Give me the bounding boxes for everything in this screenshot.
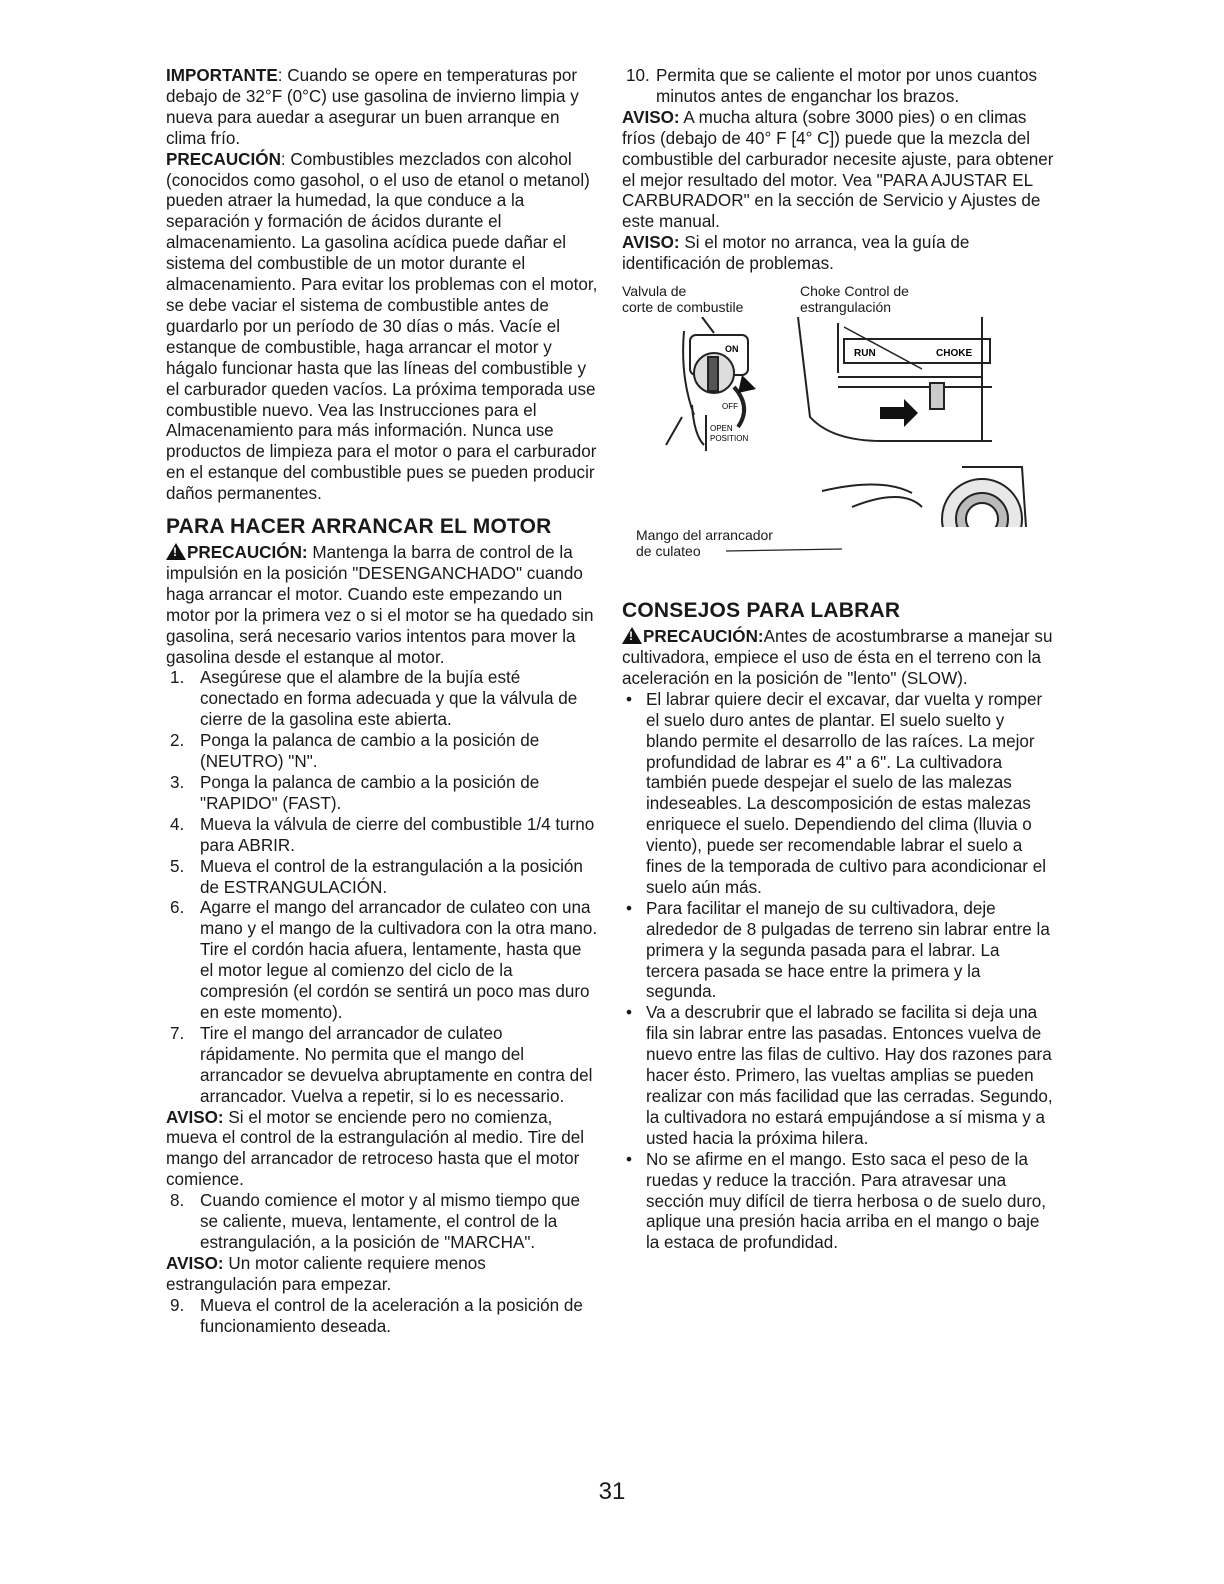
aviso-paragraph-3 [622,108,1054,233]
step-number: 4. [170,814,185,834]
right-column [622,66,1054,1254]
bullet-dot-icon: • [626,1003,632,1023]
run-mark: RUN [854,348,876,360]
step-number: 5. [170,856,185,876]
step-text: Asegúrese que el alambre de la bujía esté conectado en forma adecuada y que la válvula de cierre de la gasolina este abierta. [200,668,578,730]
tip-text: Para facilitar el manejo de su cultivadora, deje alrededor de 8 pulgadas de terreno sin labrar entre la primera y la segunda pasada para el labrar. La tercera pasada se hace entre la primera y la segunda. [646,898,1050,1002]
bullet-dot-icon: • [626,898,632,918]
on-mark: ON [725,344,739,355]
fuel-valve-label: Valvula de corte de combustile [622,283,744,316]
start-caution-paragraph [166,541,598,668]
step-number: 9. [170,1295,185,1315]
step-number: 2. [170,731,185,751]
tip-bullet-2 [622,899,1054,1004]
precaucion-label: PRECAUCIÓN [166,149,281,169]
tilling-caution-text: Antes de acostumbrarse a manejar su cultivadora, empiece el uso de ésta en el terreno con la aceleración en la posición de "lento" (SLOW). [622,627,1053,688]
aviso-text: Un motor caliente requiere menos estrangulación para empezar. [166,1253,486,1294]
precaucion-text: : Combustibles mezclados con alcohol (conocidos como gasohol, o el uso de etanol o metanol) pueden atraer la humedad, la que conduce a la separación y formación de ácidos durante el almacenamiento. La gasolina acídica puede dañar el sistema del combustible de un motor durante el almacenamiento. Para evitar los problemas con el motor, se debe vaciar el sistema de combustible antes de guardarlo por un período de 30 días o más. Vacíe el estanque de combustible, haga arrancar el motor y hágalo funcionar hasta que las líneas del combustible y el carburador queden vacíos. La próxima temporada use combustible nuevo. Vea las Instrucciones para el Almacenamiento para más información. Nunca use productos de limpieza para el motor o para el carburador en el estanque del combustible pues se pueden producir daños permanentes. [166,149,598,504]
importante-paragraph [166,66,598,150]
tilling-caution-label: PRECAUCIÓN: [643,627,764,647]
importante-label: IMPORTANTE [166,66,278,85]
warning-triangle-icon [166,543,186,560]
step-text: Tire el mango del arrancador de culateo rápidamente. No permita que el mango del arrancador se devuelva abruptamente en contra del arrancador. Vuelva a repetir, si lo es necessario. [200,1023,593,1106]
choke-control-label: Choke Control de estrangulación [800,283,909,316]
step-1 [166,668,598,731]
section-heading-tilling-tips: CONSEJOS PARA LABRAR [622,599,901,623]
tip-bullet-3 [622,1003,1054,1149]
fuel-choke-illustration [622,317,1054,527]
tip-text: No se afirme en el mango. Esto saca el peso de la ruedas y reduce la tracción. Para atravesar una sección muy difícil de tierra herbosa o de suelo duro, aplique una presión hacia arriba en el mango o baje la estaca de profundidad. [646,1149,1047,1253]
step-number: 10. [626,66,650,85]
start-caution-text: Mantenga la barra de control de la impulsión en la posición "DESENGANCHADO" cuando haga arrancar el motor. Cuando este empezando un motor por la primera vez o si el motor se ha quedado sin gasolina, será necesario varios intentos para mover la gasolina desde el estanque al motor. [166,543,594,667]
step-text: Mueva el control de la estrangulación a la posición de ESTRANGULACIÓN. [200,856,583,897]
aviso-paragraph-2 [166,1254,598,1296]
start-caution-label: PRECAUCIÓN: [187,543,308,563]
choke-mark: CHOKE [936,348,973,360]
step-number: 7. [170,1023,185,1043]
step-number: 1. [170,668,185,688]
tip-bullet-1 [622,690,1054,899]
step-6 [166,898,598,1023]
open-mark: OPEN [710,424,733,434]
step-10 [622,66,1054,108]
aviso-label: AVISO: [622,107,680,127]
step-4 [166,815,598,857]
step-text: Ponga la palanca de cambio a la posición de (NEUTRO) "N". [200,731,540,772]
label-leader-line [726,537,846,567]
step-3 [166,773,598,815]
aviso-text: Si el motor se enciende pero no comienza, mueva el control de la estrangulación al medio. Tire del mango del arrancador de retroceso hasta que el motor comience. [166,1107,585,1190]
off-mark: OFF [722,402,738,412]
recoil-handle-label: Mango del arrancador de culateo [636,527,773,560]
tip-text: El labrar quiere decir el excavar, dar vuelta y romper el suelo duro antes de plantar. El suelo suelto y blando permite el desarrollo de las raíces. La mejor profundidad de labrar es 4" a 6". La cultivadora también puede despejar el suelo de las malezas indeseables. La descomposición de estas malezas enriquece el suelo. Dependiendo del clima (lluvia o viento), puede ser recomendable labrar el suelo a fines de la temporada de cultivo para acondicionar el suelo aún más. [646,689,1047,897]
step-text: Permita que se caliente el motor por unos cuantos minutos antes de enganchar los brazos. [656,66,1038,106]
step-text: Agarre el mango del arrancador de culateo con una mano y el mango de la cultivadora con la otra mano. Tire el cordón hacia afuera, lentamente, hasta que el motor legue al comienzo del ciclo de la compresión (el cordón se sentirá un poco mas duro en este momento). [200,898,598,1022]
page-number: 31 [598,1478,626,1505]
aviso-text: Si el motor no arranca, vea la guía de identificación de problemas. [622,233,970,274]
step-number: 8. [170,1191,185,1211]
step-7 [166,1024,598,1108]
step-2 [166,731,598,773]
section-heading-start-engine: PARA HACER ARRANCAR EL MOTOR [166,515,552,539]
step-text: Mueva el control de la aceleración a la posición de funcionamiento deseada. [200,1295,583,1336]
aviso-paragraph-4 [622,233,1054,275]
step-8 [166,1191,598,1254]
step-number: 6. [170,898,185,918]
left-column [166,66,598,1337]
position-mark: POSITION [710,434,749,444]
step-text: Ponga la palanca de cambio a la posición de "RAPIDO" (FAST). [200,773,540,813]
tip-text: Va a descrubrir que el labrado se facilita si deja una fila sin labrar entre las pasadas. Entonces vuelva de nuevo entre las filas de cultivo. Hay dos razones para hacer ésto. Primero, las vueltas amplias se pueden realizar con más facilidad que las cerradas. Segundo, la cultivadora no estará empujándose a sí misma y a usted hacia la próxima hilera. [646,1003,1053,1148]
step-text: Cuando comience el motor y al mismo tiempo que se caliente, mueva, lentamente, el control de la estrangulación, a la posición de "MARCHA". [200,1191,581,1252]
aviso-label: AVISO: [622,233,680,253]
aviso-paragraph-1 [166,1108,598,1192]
step-number: 3. [170,773,185,792]
aviso-label: AVISO: [166,1253,224,1273]
tip-bullet-4 [622,1150,1054,1255]
figure-recoil-starter [622,527,1054,589]
bullet-dot-icon: • [626,1149,632,1169]
bullet-dot-icon: • [626,689,632,709]
figure-fuel-choke [622,283,1054,527]
step-5 [166,857,598,899]
tilling-caution-paragraph [622,625,1054,690]
importante-text: : Cuando se opere en temperaturas por debajo de 32°F (0°C) use gasolina de invierno limpia y nueva para auedar a asegurar un buen arranque en clima frío. [166,66,579,148]
aviso-text: A mucha altura (sobre 3000 pies) o en climas fríos (debajo de 40° F [4° C]) puede que la mezcla del combustible del carburador necesite ajuste, para obtener el mejor resultado del motor. Vea "PARA AJUSTAR EL CARBURADOR" en la sección de Servicio y Ajustes de este manual. [622,107,1054,232]
warning-triangle-icon [622,627,642,644]
step-text: Mueva la válvula de cierre del combustible 1/4 turno para ABRIR. [200,814,595,855]
precaucion-paragraph [166,150,598,505]
step-9 [166,1296,598,1338]
aviso-label: AVISO: [166,1107,224,1127]
